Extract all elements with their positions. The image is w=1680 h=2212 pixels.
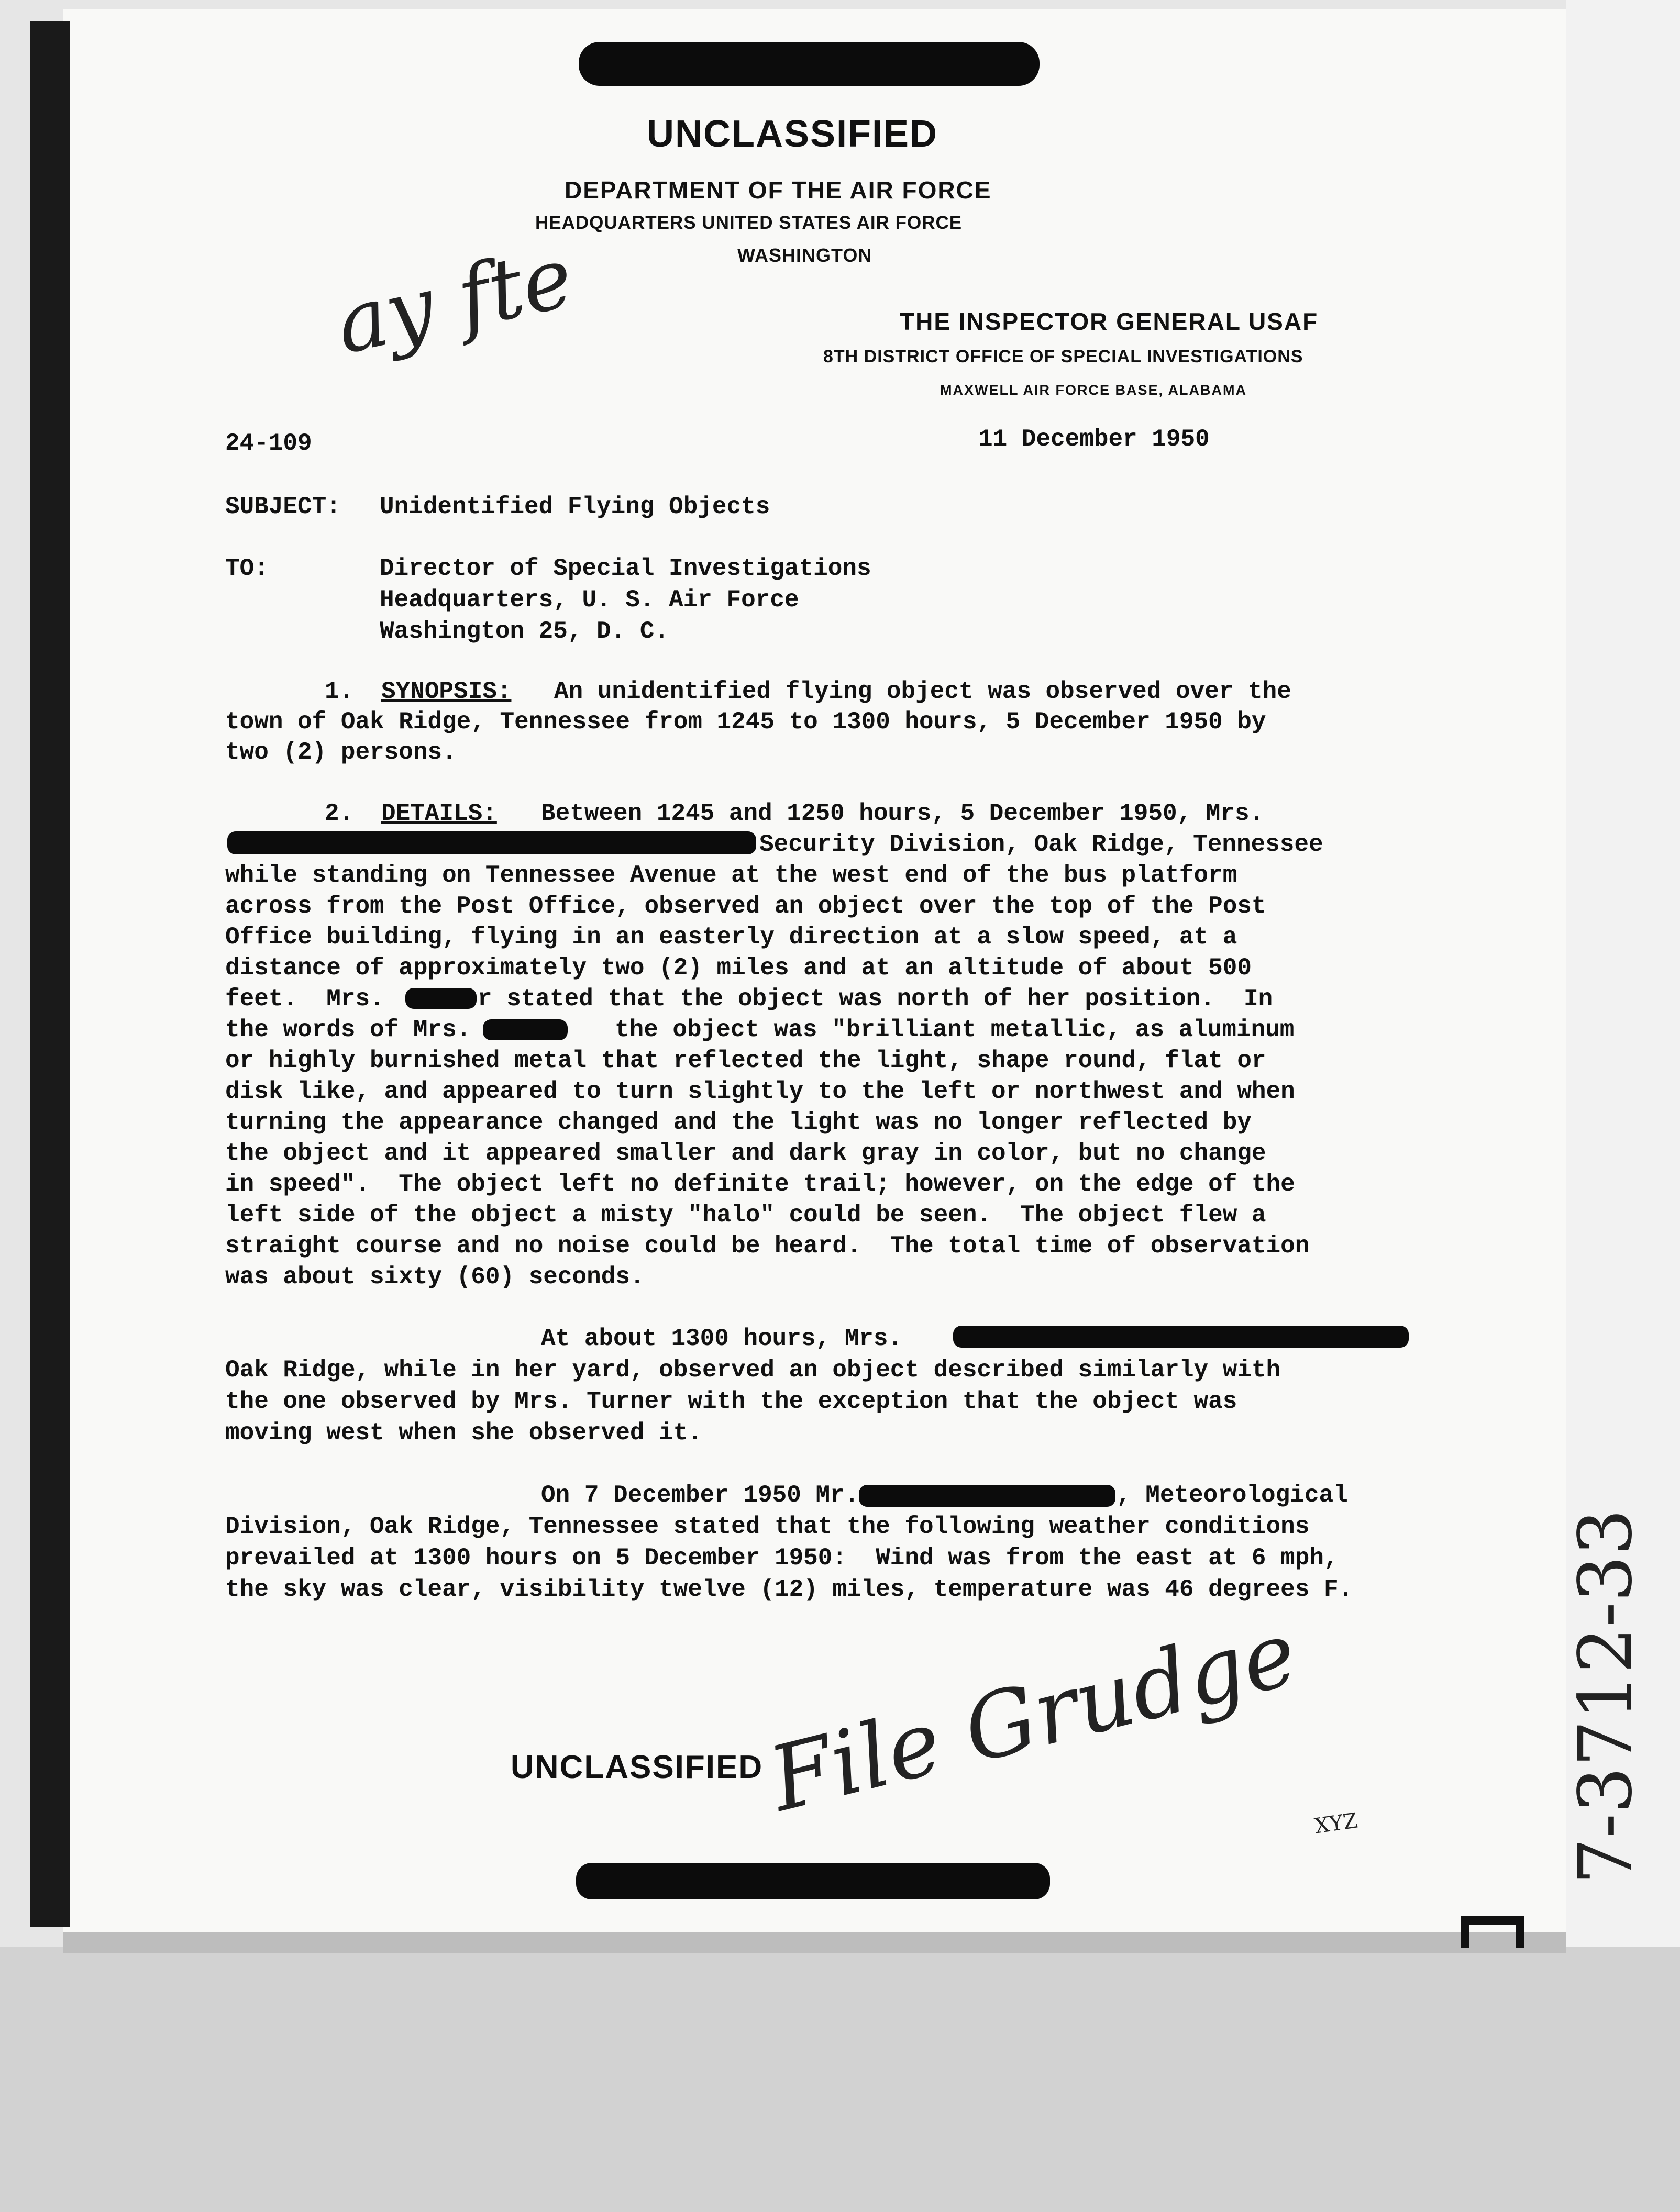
para1-line-3: two (2) persons.: [225, 739, 457, 766]
para2-line-14: left side of the object a misty "halo" could be seen. The object flew a: [225, 1202, 1266, 1229]
page-left-shadow: [30, 21, 70, 1927]
para2-line-5: Office building, flying in an easterly direction at a slow speed, at a: [225, 924, 1237, 951]
scan-bottom-area: [0, 1947, 1680, 2212]
para2-heading: DETAILS:: [381, 800, 497, 827]
top-ink-smudge: [579, 42, 1040, 86]
redaction-para2-name: [227, 831, 756, 854]
redaction-para2-l7: [405, 988, 477, 1009]
redaction-para2-l8: [483, 1019, 568, 1040]
redaction-para4-name: [859, 1485, 1115, 1507]
redaction-para3-name: [953, 1326, 1409, 1348]
file-number: 24-109: [225, 430, 312, 457]
bottom-ink-smudge: [576, 1863, 1050, 1899]
para2-line-12: the object and it appeared smaller and dark gray in color, but no change: [225, 1140, 1266, 1167]
para1-heading: SYNOPSIS:: [381, 678, 512, 705]
to-label: TO:: [225, 555, 269, 582]
para2-line-8b: the object was "brilliant metallic, as aluminum: [615, 1016, 1295, 1043]
para2-line-3: while standing on Tennessee Avenue at the west end of the bus platform: [225, 862, 1237, 889]
para4-line-3: prevailed at 1300 hours on 5 December 1950: Wind was from the east at 6 mph,: [225, 1544, 1339, 1572]
para2-line-11: turning the appearance changed and the light was no longer reflected by: [225, 1109, 1252, 1136]
para2-line-16: was about sixty (60) seconds.: [225, 1263, 645, 1291]
page-bottom-edge: [63, 1932, 1566, 1953]
para4-line-2: Division, Oak Ridge, Tennessee stated that the following weather conditions: [225, 1513, 1310, 1540]
handwriting-top: ay fte: [327, 227, 581, 373]
para2-line-7a: feet. Mrs.: [225, 985, 384, 1013]
office-base: MAXWELL AIR FORCE BASE, ALABAMA: [940, 382, 1247, 398]
para4-line-4: the sky was clear, visibility twelve (12) miles, temperature was 46 degrees F.: [225, 1576, 1353, 1603]
para1-line-1: An unidentified flying object was observed over the: [554, 678, 1291, 705]
para2-line-1: Between 1245 and 1250 hours, 5 December 1950, Mrs.: [541, 800, 1264, 827]
header-department: DEPARTMENT OF THE AIR FORCE: [565, 176, 992, 204]
handwritten-initials: XYZ: [1313, 1808, 1360, 1839]
para2-line-9: or highly burnished metal that reflected the light, shape round, flat or: [225, 1047, 1266, 1074]
para4-line-1b: , Meteorological: [1117, 1482, 1348, 1509]
para3-line-4: moving west when she observed it.: [225, 1419, 702, 1447]
to-line-1: Director of Special Investigations: [380, 555, 871, 582]
stamp-bottom-unclassified: UNCLASSIFIED: [511, 1749, 764, 1785]
corner-bracket-mark: [1461, 1916, 1524, 1948]
header-hq: HEADQUARTERS UNITED STATES AIR FORCE: [535, 213, 963, 233]
para2-line-2: Security Division, Oak Ridge, Tennessee: [759, 831, 1323, 858]
para2-line-7b: r stated that the object was north of her position. In: [478, 985, 1273, 1013]
to-line-3: Washington 25, D. C.: [380, 618, 669, 645]
document-date: 11 December 1950: [978, 426, 1210, 453]
side-archive-number: 7-3712-33: [1563, 1508, 1649, 1885]
para3-line-1: At about 1300 hours, Mrs.: [541, 1325, 903, 1352]
para4-line-1a: On 7 December 1950 Mr.: [541, 1482, 859, 1509]
para2-line-15: straight course and no noise could be heard. The total time of observation: [225, 1232, 1310, 1260]
header-city: WASHINGTON: [737, 244, 872, 266]
to-line-2: Headquarters, U. S. Air Force: [380, 586, 799, 614]
para3-line-2: Oak Ridge, while in her yard, observed an object described similarly with: [225, 1357, 1281, 1384]
office-title: THE INSPECTOR GENERAL USAF: [900, 308, 1319, 335]
para1-line-2: town of Oak Ridge, Tennessee from 1245 to 1300 hours, 5 December 1950 by: [225, 708, 1266, 736]
stamp-top-unclassified: UNCLASSIFIED: [647, 113, 938, 155]
handwriting-file-grudge: File Grudge: [760, 1601, 1307, 1832]
para2-line-6: distance of approximately two (2) miles and at an altitude of about 500: [225, 954, 1252, 982]
para2-line-10: disk like, and appeared to turn slightly to the left or northwest and when: [225, 1078, 1295, 1105]
subject-text: Unidentified Flying Objects: [380, 493, 770, 520]
para2-line-13: in speed". The object left no definite trail; however, on the edge of the: [225, 1171, 1295, 1198]
para2-number: 2.: [325, 800, 354, 827]
para3-line-3: the one observed by Mrs. Turner with the exception that the object was: [225, 1388, 1237, 1415]
para2-line-4: across from the Post Office, observed an object over the top of the Post: [225, 893, 1266, 920]
para1-number: 1.: [325, 678, 354, 705]
para2-line-8a: the words of Mrs.: [225, 1016, 471, 1043]
office-district: 8TH DISTRICT OFFICE OF SPECIAL INVESTIGATIONS: [823, 347, 1303, 366]
subject-label: SUBJECT:: [225, 493, 341, 520]
